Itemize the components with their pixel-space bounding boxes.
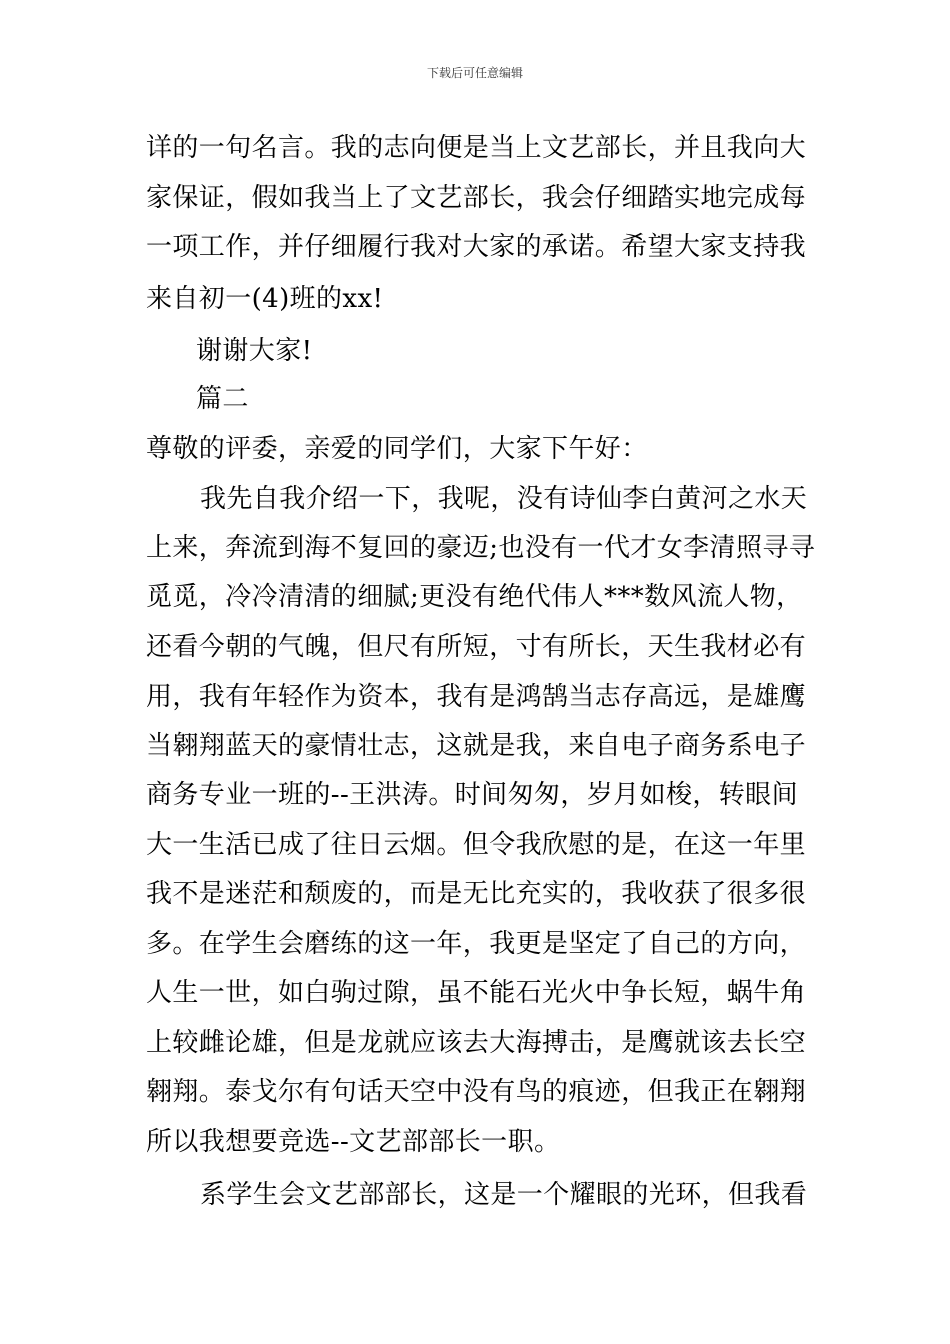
text-line: 谢谢大家!	[196, 336, 313, 366]
text-line: 上较雌论雄，但是龙就应该去大海搏击，是鹰就该去长空	[146, 1028, 807, 1058]
text-line: 上来，奔流到海不复回的豪迈;也没有一代才女李清照寻寻	[146, 533, 816, 563]
text-line: 还看今朝的气魄，但尺有所短，寸有所长，天生我材必有	[146, 632, 807, 662]
text-line: 我先自我介绍一下，我呢，没有诗仙李白黄河之水天	[200, 484, 808, 514]
text-line: 一项工作，并仔细履行我对大家的承诺。希望大家支持我	[146, 232, 807, 262]
text-line: 当翱翔蓝天的豪情壮志，这就是我，来自电子商务系电子	[146, 731, 807, 761]
text-line: 用，我有年轻作为资本，我有是鸿鹄当志存高远，是雄鹰	[146, 682, 807, 712]
salutation-line: 尊敬的评委，亲爱的同学们，大家下午好：	[146, 434, 648, 464]
text-line: 系学生会文艺部部长，这是一个耀眼的光环，但我看	[200, 1180, 808, 1210]
page-header: 下载后可任意编辑	[426, 66, 523, 80]
text-line: 大一生活已成了往日云烟。但令我欣慰的是，在这一年里	[146, 830, 807, 860]
text-line: 商务专业一班的--王洪涛。时间匆匆，岁月如梭，转眼间	[146, 780, 798, 810]
text-line: 来自初一(4)班的xx!	[146, 284, 384, 314]
text-line: 觅觅，冷冷清清的细腻;更没有绝代伟人***数风流人物，	[146, 582, 803, 612]
text-line: 我不是迷茫和颓废的，而是无比充实的，我收获了很多很	[146, 879, 807, 909]
section-heading: 篇二	[196, 384, 249, 414]
text-line: 所以我想要竞选--文艺部部长一职。	[146, 1127, 561, 1157]
text-line: 多。在学生会磨练的这一年，我更是坚定了自己的方向，	[146, 929, 807, 959]
text-line: 人生一世，如白驹过隙，虽不能石光火中争长短，蜗牛角	[146, 978, 807, 1008]
text-line: 家保证，假如我当上了文艺部长，我会仔细踏实地完成每	[146, 183, 807, 213]
text-line: 详的一句名言。我的志向便是当上文艺部长，并且我向大	[146, 133, 807, 163]
text-line: 翱翔。泰戈尔有句话天空中没有鸟的痕迹，但我正在翱翔	[146, 1077, 807, 1107]
